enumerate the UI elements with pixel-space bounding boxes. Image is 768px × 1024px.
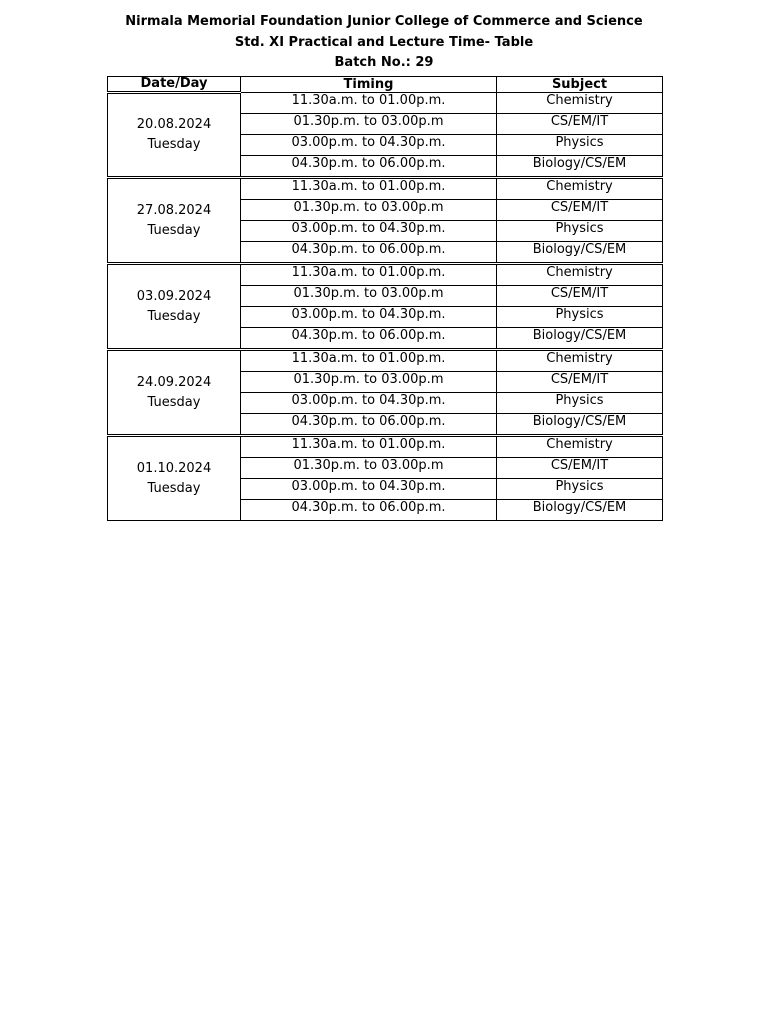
- timing-cell: 04.30p.m. to 06.00p.m.: [241, 414, 497, 436]
- date-day-cell: [108, 178, 241, 264]
- timing-cell: 03.00p.m. to 04.30p.m.: [241, 393, 497, 414]
- subject-cell: CS/EM/IT: [497, 200, 663, 221]
- timing-cell: 03.00p.m. to 04.30p.m.: [241, 221, 497, 242]
- table-row: [108, 264, 663, 286]
- subject-cell: CS/EM/IT: [497, 372, 663, 393]
- subject-cell: Biology/CS/EM: [497, 500, 663, 521]
- timing-cell: 01.30p.m. to 03.00p.m: [241, 114, 497, 135]
- subject-cell: Chemistry: [497, 436, 663, 458]
- subject-cell: Chemistry: [497, 178, 663, 200]
- date-text: 01.10.2024: [136, 460, 212, 476]
- timing-cell: 01.30p.m. to 03.00p.m: [241, 372, 497, 393]
- document-title: Nirmala Memorial Foundation Junior College of Commerce and Science: [125, 14, 643, 29]
- subject-cell: CS/EM/IT: [497, 114, 663, 135]
- subject-cell: Physics: [497, 135, 663, 156]
- timing-cell: 04.30p.m. to 06.00p.m.: [241, 500, 497, 521]
- timing-cell: 04.30p.m. to 06.00p.m.: [241, 242, 497, 264]
- timing-cell: 11.30a.m. to 01.00p.m.: [241, 436, 497, 458]
- table-row: [108, 350, 663, 372]
- day-text: Tuesday: [147, 222, 201, 238]
- timing-cell: 03.00p.m. to 04.30p.m.: [241, 479, 497, 500]
- timing-cell: 01.30p.m. to 03.00p.m: [241, 458, 497, 479]
- timing-cell: 03.00p.m. to 04.30p.m.: [241, 135, 497, 156]
- timing-cell: 01.30p.m. to 03.00p.m: [241, 286, 497, 307]
- date-text: 03.09.2024: [136, 288, 212, 304]
- date-group: [108, 93, 663, 178]
- column-header-subject: Subject: [497, 77, 663, 93]
- subject-cell: Physics: [497, 393, 663, 414]
- subject-cell: Biology/CS/EM: [497, 328, 663, 350]
- subject-cell: Biology/CS/EM: [497, 156, 663, 178]
- subject-cell: Biology/CS/EM: [497, 414, 663, 436]
- date-group: [108, 436, 663, 521]
- subject-cell: Physics: [497, 479, 663, 500]
- timing-cell: 04.30p.m. to 06.00p.m.: [241, 156, 497, 178]
- date-day-cell: [108, 436, 241, 521]
- day-text: Tuesday: [147, 480, 201, 496]
- timing-cell: 11.30a.m. to 01.00p.m.: [241, 93, 497, 114]
- day-text: Tuesday: [147, 394, 201, 410]
- subject-cell: Physics: [497, 307, 663, 328]
- date-group: [108, 264, 663, 350]
- subject-cell: Chemistry: [497, 350, 663, 372]
- table-row: [108, 93, 663, 114]
- timing-cell: 11.30a.m. to 01.00p.m.: [241, 350, 497, 372]
- table-row: [108, 436, 663, 458]
- date-text: 27.08.2024: [136, 202, 212, 218]
- timing-cell: 03.00p.m. to 04.30p.m.: [241, 307, 497, 328]
- date-text: 20.08.2024: [136, 117, 212, 132]
- date-text: 24.09.2024: [136, 374, 212, 390]
- date-day-cell: [108, 350, 241, 436]
- date-day-cell: [108, 264, 241, 350]
- timing-cell: 04.30p.m. to 06.00p.m.: [241, 328, 497, 350]
- column-header-date-day: Date/Day: [108, 77, 241, 93]
- timetable: [107, 76, 663, 521]
- day-text: Tuesday: [147, 308, 201, 324]
- date-group: [108, 178, 663, 264]
- document-subtitle: Std. XI Practical and Lecture Time- Table: [234, 35, 534, 50]
- subject-cell: Chemistry: [497, 93, 663, 114]
- timing-cell: 01.30p.m. to 03.00p.m: [241, 200, 497, 221]
- date-group: [108, 350, 663, 436]
- day-text: Tuesday: [147, 137, 201, 152]
- subject-cell: CS/EM/IT: [497, 458, 663, 479]
- timing-cell: 11.30a.m. to 01.00p.m.: [241, 264, 497, 286]
- table-row: [108, 178, 663, 200]
- batch-number: Batch No.: 29: [334, 55, 434, 70]
- column-header-timing: Timing: [241, 77, 497, 93]
- subject-cell: Biology/CS/EM: [497, 242, 663, 264]
- timing-cell: 11.30a.m. to 01.00p.m.: [241, 178, 497, 200]
- subject-cell: CS/EM/IT: [497, 286, 663, 307]
- subject-cell: Chemistry: [497, 264, 663, 286]
- date-day-cell: [108, 93, 241, 178]
- header-row: [108, 77, 663, 93]
- subject-cell: Physics: [497, 221, 663, 242]
